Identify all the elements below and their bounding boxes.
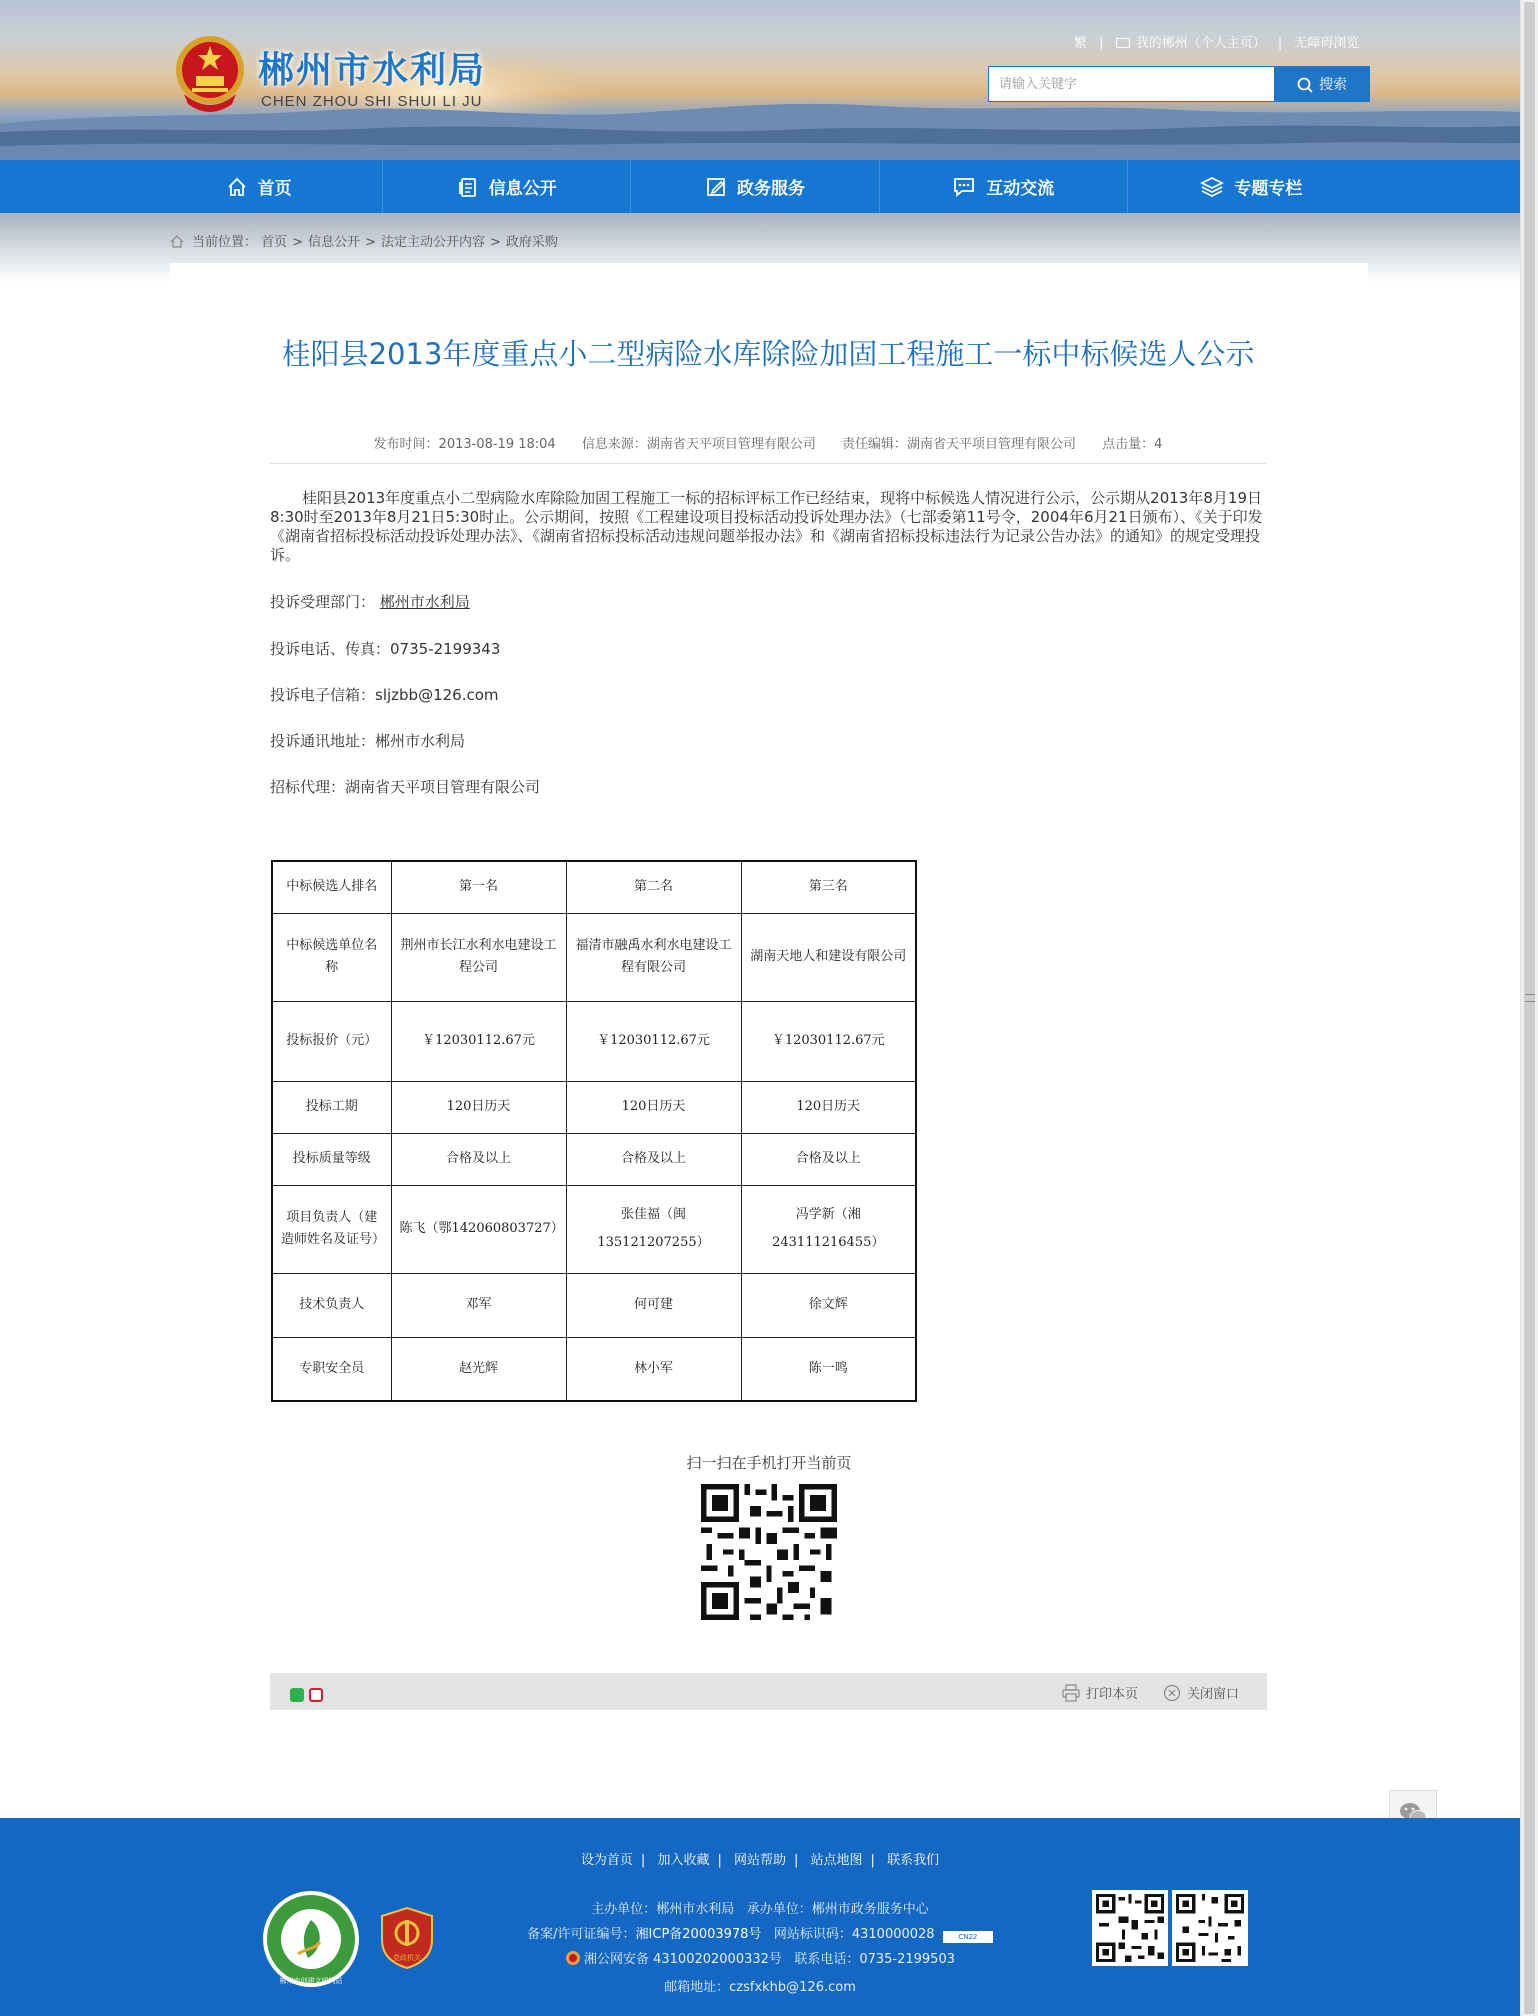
table-cell: ￥12030112.67元 — [566, 1001, 741, 1081]
close-icon — [1163, 1684, 1181, 1702]
complaint-phone: 投诉电话、传真：0735-2199343 — [270, 640, 501, 658]
divider: | — [717, 1853, 722, 1868]
table-header-row — [272, 861, 916, 913]
complaint-email: 投诉电子信箱：sljzbb@126.com — [270, 686, 499, 704]
nav-label: 互动交流 — [986, 179, 1055, 199]
divider: | — [1099, 36, 1104, 51]
table-cell: 合格及以上 — [566, 1133, 741, 1185]
qr-caption: 扫一扫在手机打开当前页 — [686, 1454, 852, 1472]
search-input[interactable] — [988, 66, 1275, 102]
footer-link-sitemap[interactable]: 站点地图 — [810, 1853, 863, 1868]
print-label: 打印本页 — [1086, 1687, 1139, 1702]
footer-link-favorite[interactable]: 加入收藏 — [657, 1853, 710, 1868]
weibo-share-icon[interactable] — [309, 1688, 323, 1702]
nav-item-services[interactable] — [631, 160, 879, 213]
table-cell: 合格及以上 — [391, 1133, 566, 1185]
wechat-share-icon[interactable] — [290, 1688, 304, 1702]
document-icon — [457, 176, 479, 198]
divider: | — [870, 1853, 875, 1868]
breadcrumb-prefix: 当前位置： — [192, 235, 258, 250]
divider: | — [1277, 36, 1283, 51]
breadcrumb-info[interactable]: 信息公开 — [308, 235, 361, 250]
breadcrumb-statutory[interactable]: 法定主动公开内容 — [381, 235, 486, 250]
chat-icon — [952, 176, 976, 198]
article-title: 桂阳县2013年度重点小二型病险水库除险加固工程施工一标中标候选人公示 — [281, 337, 1255, 371]
vertical-scrollbar[interactable] — [1520, 0, 1538, 2016]
breadcrumb — [170, 231, 558, 250]
search-button[interactable] — [1274, 66, 1370, 102]
footer-police[interactable]: 湘公网安备 43100202000332号 — [583, 1952, 782, 1967]
site-header — [0, 0, 1520, 160]
monitor-icon — [1116, 38, 1130, 48]
my-city-label: 我的郴州（个人主页） — [1135, 36, 1266, 51]
footer-app-qr-code-icon — [1172, 1890, 1248, 1966]
site-footer — [0, 1818, 1520, 2016]
site-title: 郴州市水利局 — [258, 50, 487, 91]
article-meta — [270, 433, 1266, 452]
divider: | — [640, 1853, 646, 1868]
footer-police-line — [0, 1948, 1520, 1967]
table-cell: 福清市融禹水利水电建设工程有限公司 — [566, 913, 741, 1001]
table-row — [272, 1337, 916, 1401]
row-label: 中标候选单位名称 — [272, 913, 391, 1001]
table-cell: 120日历天 — [391, 1081, 566, 1133]
footer-tel: 联系电话：0735-2199503 — [794, 1952, 956, 1967]
site-subtitle: CHEN ZHOU SHI SHUI LI JU — [261, 93, 483, 110]
close-label: 关闭窗口 — [1187, 1687, 1240, 1702]
table-row — [272, 1185, 916, 1273]
publish-time: 发布时间：2013-08-19 18:04 — [373, 437, 556, 452]
search-icon — [1297, 77, 1313, 93]
table-cell: ￥12030112.67元 — [741, 1001, 916, 1081]
info-source: 信息来源：湖南省天平项目管理有限公司 — [581, 437, 816, 452]
footer-host-line — [0, 1898, 1520, 1917]
printer-icon — [1062, 1684, 1080, 1702]
table-row — [272, 1133, 916, 1185]
footer-host: 主办单位：郴州市水利局 — [591, 1902, 735, 1917]
police-emblem-icon — [565, 1950, 581, 1966]
shield-text: 党政机关 — [393, 1954, 421, 1962]
row-label: 投标质量等级 — [272, 1133, 391, 1185]
row-label: 投标报价（元） — [272, 1001, 391, 1081]
footer-undertaker: 承办单位：郴州市政务服务中心 — [746, 1902, 929, 1917]
table-cell: 湖南天地人和建设有限公司 — [741, 913, 916, 1001]
scrollbar-grip-icon — [1525, 994, 1535, 1002]
table-header: 第一名 — [391, 861, 566, 913]
table-cell: 冯学新（湘243111216455） — [741, 1185, 916, 1273]
table-cell: 陈一鸣 — [741, 1337, 916, 1401]
nav-item-home[interactable] — [135, 160, 383, 213]
breadcrumb-home[interactable]: 首页 — [261, 235, 288, 250]
nav-item-info[interactable] — [383, 160, 631, 213]
table-header: 第三名 — [741, 861, 916, 913]
nav-label: 信息公开 — [488, 179, 557, 199]
table-cell: 林小军 — [566, 1337, 741, 1401]
search-button-label: 搜索 — [1319, 77, 1347, 93]
share-icons — [290, 1684, 328, 1703]
complaint-dept — [270, 591, 470, 612]
table-header: 第二名 — [566, 861, 741, 913]
top-links — [1074, 32, 1359, 51]
footer-link-help[interactable]: 网站帮助 — [733, 1853, 786, 1868]
accessibility-link[interactable]: 无障碍浏览 — [1294, 36, 1360, 51]
table-row — [272, 1273, 916, 1337]
close-window-button[interactable] — [1163, 1683, 1239, 1702]
footer-links — [0, 1849, 1520, 1868]
table-cell: 邓军 — [391, 1273, 566, 1337]
table-cell: 荆州市长江水利水电建设工程公司 — [391, 913, 566, 1001]
table-cell: 赵光辉 — [391, 1337, 566, 1401]
breadcrumb-separator: > — [365, 235, 376, 250]
search-box — [988, 66, 1370, 102]
print-button[interactable] — [1062, 1683, 1138, 1702]
table-cell: 陈飞（鄂142060803727） — [391, 1185, 566, 1273]
footer-link-set-home[interactable]: 设为首页 — [580, 1853, 633, 1868]
table-cell: 何可建 — [566, 1273, 741, 1337]
traditional-chinese-link[interactable]: 繁 — [1074, 36, 1088, 51]
table-row — [272, 1081, 916, 1133]
footer-icp-label: 备案/许可证编号： — [527, 1927, 636, 1942]
row-label: 专职安全员 — [272, 1337, 391, 1401]
home-icon — [170, 235, 184, 248]
national-emblem-icon — [174, 34, 246, 112]
footer-icp-line — [0, 1923, 1520, 1943]
table-row — [272, 1001, 916, 1081]
table-cell: 120日历天 — [566, 1081, 741, 1133]
complaint-dept-label: 投诉受理部门： — [270, 593, 376, 611]
home-icon — [226, 176, 248, 198]
main-nav — [0, 160, 1520, 213]
row-label: 项目负责人（建造师姓名及证号） — [272, 1185, 391, 1273]
footer-link-contact[interactable]: 联系我们 — [887, 1853, 940, 1868]
qr-code-icon — [701, 1484, 837, 1620]
table-cell: 张佳福（闽135121207255） — [566, 1185, 741, 1273]
nav-label: 首页 — [257, 179, 292, 199]
breadcrumb-separator: > — [490, 235, 501, 250]
breadcrumb-procurement[interactable]: 政府采购 — [505, 235, 558, 250]
complaint-dept-link[interactable]: 郴州市水利局 — [379, 593, 470, 611]
site-id-mini-badge: CN22 — [943, 1931, 993, 1943]
layers-icon — [1200, 176, 1224, 198]
complaint-address: 投诉通讯地址：郴州市水利局 — [270, 732, 466, 750]
edit-icon — [705, 176, 727, 198]
article-intro: 桂阳县2013年度重点小二型病险水库除险加固工程施工一标的招标评标工作已经结束，现将中标候选人情况进行公示，公示期从2013年8月19日8:30时至2013年8月21日5:30时止。公示期间，按照《工程建设项目投标活动投诉处理办法》（七部委第11号令，2004年6月21日颁布）、《关于印发《湖南省招标投标活动投诉处理办法》、《湖南省招标投标活动违规问题举报办法》和《湖南省招标投标违法行为记录公告办法》的通知》的规定受理投诉。 — [270, 489, 1263, 564]
nav-label: 专题专栏 — [1234, 179, 1303, 199]
table-cell: 徐文辉 — [741, 1273, 916, 1337]
badge-text: 郴州市创建文明网站 — [279, 1977, 343, 1985]
breadcrumb-separator: > — [292, 235, 304, 250]
table-cell: 120日历天 — [741, 1081, 916, 1133]
divider: | — [794, 1853, 799, 1868]
share-bar — [270, 1673, 1267, 1710]
editor: 责任编辑：湖南省天平项目管理有限公司 — [842, 437, 1077, 452]
table-header: 中标候选人排名 — [272, 861, 391, 913]
table-cell: 合格及以上 — [741, 1133, 916, 1185]
bid-agent: 招标代理：湖南省天平项目管理有限公司 — [270, 778, 541, 796]
footer-qr-code-icon — [1092, 1890, 1168, 1966]
footer-mail: 邮箱地址：czsfxkhb@126.com — [664, 1980, 856, 1995]
footer-site-id: 网站标识码：4310000028 — [773, 1927, 935, 1942]
footer-icp[interactable]: 湘ICP备20003978号 — [635, 1927, 762, 1942]
my-city-link[interactable] — [1116, 32, 1266, 51]
table-row — [272, 913, 916, 1001]
divider — [270, 463, 1266, 464]
candidate-table — [271, 860, 917, 1402]
table-cell: ￥12030112.67元 — [391, 1001, 566, 1081]
scrollbar-thumb[interactable] — [1524, 2, 1535, 2014]
nav-label: 政务服务 — [737, 179, 805, 199]
view-count: 点击量：4 — [1102, 437, 1163, 452]
nav-item-topics[interactable] — [1128, 160, 1375, 213]
row-label: 技术负责人 — [272, 1273, 391, 1337]
nav-item-interaction[interactable] — [880, 160, 1128, 213]
row-label: 投标工期 — [272, 1081, 391, 1133]
